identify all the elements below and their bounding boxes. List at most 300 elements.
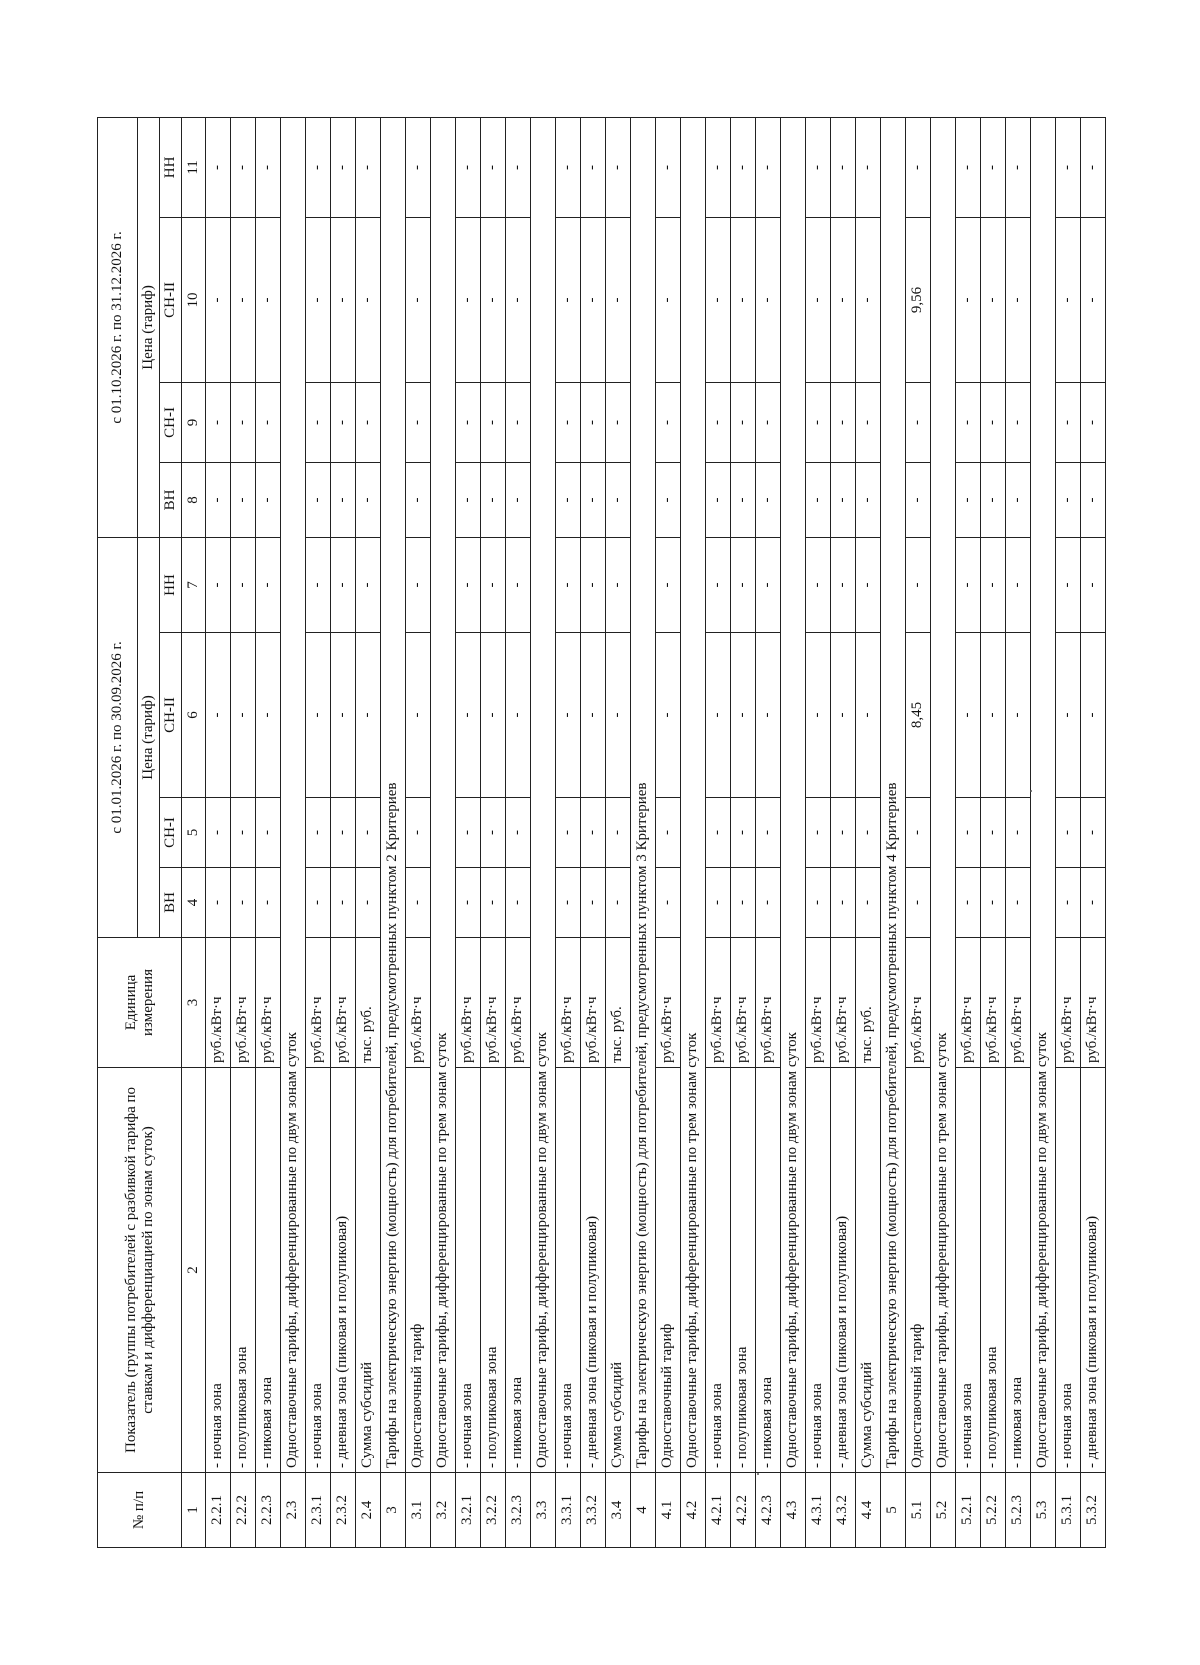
section-title: Одноставочные тарифы, дифференцированные по трем зонам суток xyxy=(681,117,706,1472)
tariff-value: - xyxy=(1081,868,1106,938)
section-title: Одноставочные тарифы, дифференцированные по трем зонам суток xyxy=(431,117,456,1472)
tariff-value: - xyxy=(331,462,356,537)
tariff-value: - xyxy=(256,382,281,462)
tariff-value: - xyxy=(556,868,581,938)
tariff-value: - xyxy=(581,117,606,217)
row-number: 3.4 xyxy=(606,1473,631,1548)
tariff-value: - xyxy=(406,798,431,868)
tariff-value: - xyxy=(731,868,756,938)
tariff-value: - xyxy=(231,868,256,938)
section-title: Одноставочные тарифы, дифференцированные по трем зонам суток xyxy=(931,117,956,1472)
row-number: 3.1 xyxy=(406,1473,431,1548)
tariff-value: - xyxy=(506,382,531,462)
tariff-value: - xyxy=(806,868,831,938)
row-unit: руб./кВт·ч xyxy=(306,938,331,1068)
tariff-value: - xyxy=(256,462,281,537)
tariff-value: - xyxy=(306,537,331,632)
table-row xyxy=(956,117,981,1547)
tariff-value: - xyxy=(1006,462,1031,537)
tariff-value: 9,56 xyxy=(906,217,931,382)
tariff-value: - xyxy=(906,462,931,537)
tariff-value: - xyxy=(606,633,631,798)
row-unit: руб./кВт·ч xyxy=(956,938,981,1068)
tariff-value: - xyxy=(731,798,756,868)
row-number: 4.4 xyxy=(856,1473,881,1548)
row-label: Сумма субсидий xyxy=(606,1068,631,1473)
row-unit: руб./кВт·ч xyxy=(981,938,1006,1068)
section-title: Одноставочные тарифы, дифференцированные по двум зонам суток xyxy=(781,117,806,1472)
tariff-value: - xyxy=(556,537,581,632)
row-unit: руб./кВт·ч xyxy=(806,938,831,1068)
tariff-value: - xyxy=(356,117,381,217)
row-number: 5.3.1 xyxy=(1056,1473,1081,1548)
table-row xyxy=(506,117,531,1547)
row-number: 5.2 xyxy=(931,1473,956,1548)
tariff-value: - xyxy=(981,868,1006,938)
header-level: СН-I xyxy=(160,798,182,868)
section-title: Одноставочные тарифы, дифференцированные по двум зонам суток xyxy=(531,117,556,1472)
header-period-2: с 01.10.2026 г. по 31.12.2026 г. xyxy=(98,117,138,537)
tariff-value: - xyxy=(1056,633,1081,798)
tariff-value: - xyxy=(306,633,331,798)
tariff-value: - xyxy=(706,537,731,632)
tariff-value: - xyxy=(206,117,231,217)
tariff-value: - xyxy=(581,868,606,938)
tariff-value: - xyxy=(1006,382,1031,462)
scan-speck xyxy=(757,1473,759,1475)
tariff-value: - xyxy=(581,217,606,382)
tariff-value: - xyxy=(406,633,431,798)
header-level: ВН xyxy=(160,462,182,537)
column-number: 11 xyxy=(182,117,206,217)
row-number: 4.3.1 xyxy=(806,1473,831,1548)
row-number: 4.3.2 xyxy=(831,1473,856,1548)
row-label: - пиковая зона xyxy=(506,1068,531,1473)
tariff-value: - xyxy=(981,217,1006,382)
row-number: 2.2.3 xyxy=(256,1473,281,1548)
row-label: - ночная зона xyxy=(206,1068,231,1473)
tariff-value: - xyxy=(806,217,831,382)
section-row xyxy=(781,117,806,1547)
tariff-value: - xyxy=(481,217,506,382)
tariff-value: - xyxy=(806,633,831,798)
table-row xyxy=(856,117,881,1547)
tariff-value: - xyxy=(256,217,281,382)
tariff-value: - xyxy=(731,462,756,537)
row-number: 2.2.2 xyxy=(231,1473,256,1548)
row-number: 4.3 xyxy=(781,1473,806,1548)
tariff-value: - xyxy=(206,798,231,868)
section-row xyxy=(631,117,656,1547)
tariff-value: - xyxy=(706,382,731,462)
column-number: 2 xyxy=(182,1068,206,1473)
tariff-value: - xyxy=(481,117,506,217)
header-period-1: с 01.01.2026 г. по 30.09.2026 г. xyxy=(98,537,138,937)
tariff-value: - xyxy=(906,798,931,868)
header-price-2: Цена (тариф) xyxy=(138,117,160,537)
row-number: 3.3.1 xyxy=(556,1473,581,1548)
tariff-value: - xyxy=(731,117,756,217)
row-label: - ночная зона xyxy=(706,1068,731,1473)
section-row xyxy=(681,117,706,1547)
row-number: 3.2 xyxy=(431,1473,456,1548)
table-row xyxy=(706,117,731,1547)
tariff-value: - xyxy=(956,117,981,217)
tariff-value: - xyxy=(756,217,781,382)
tariff-value: - xyxy=(331,868,356,938)
row-label: - дневная зона (пиковая и полупиковая) xyxy=(581,1068,606,1473)
tariff-value: - xyxy=(656,117,681,217)
column-number: 7 xyxy=(182,537,206,632)
tariff-value: - xyxy=(706,798,731,868)
table-row xyxy=(906,117,931,1547)
tariff-value: - xyxy=(1056,462,1081,537)
row-label: - ночная зона xyxy=(1056,1068,1081,1473)
row-label: - пиковая зона xyxy=(1006,1068,1031,1473)
tariff-value: - xyxy=(981,117,1006,217)
tariff-value: - xyxy=(1081,462,1106,537)
tariff-value: - xyxy=(1081,217,1106,382)
tariff-value: - xyxy=(356,217,381,382)
tariff-value: - xyxy=(956,868,981,938)
table-row xyxy=(481,117,506,1547)
tariff-value: - xyxy=(656,798,681,868)
tariff-value: - xyxy=(606,868,631,938)
row-label: - пиковая зона xyxy=(256,1068,281,1473)
tariff-value: - xyxy=(481,382,506,462)
table-row xyxy=(1056,117,1081,1547)
tariff-value: - xyxy=(206,217,231,382)
row-unit: руб./кВт·ч xyxy=(656,938,681,1068)
tariff-value: - xyxy=(606,382,631,462)
tariff-value: - xyxy=(856,537,881,632)
tariff-value: - xyxy=(506,537,531,632)
column-number: 9 xyxy=(182,382,206,462)
tariff-value: - xyxy=(831,537,856,632)
row-number: 3 xyxy=(381,1473,406,1548)
row-unit: руб./кВт·ч xyxy=(756,938,781,1068)
column-number: 10 xyxy=(182,217,206,382)
tariff-value: - xyxy=(556,117,581,217)
tariff-value: - xyxy=(1056,537,1081,632)
row-number: 2.3.2 xyxy=(331,1473,356,1548)
tariff-value: - xyxy=(956,633,981,798)
tariff-value: - xyxy=(956,382,981,462)
tariff-value: - xyxy=(606,798,631,868)
tariff-value: - xyxy=(481,462,506,537)
tariff-value: - xyxy=(806,798,831,868)
row-label: - дневная зона (пиковая и полупиковая) xyxy=(1081,1068,1106,1473)
row-unit: руб./кВт·ч xyxy=(731,938,756,1068)
tariff-value: - xyxy=(406,117,431,217)
row-number: 4.1 xyxy=(656,1473,681,1548)
row-number: 3.3.2 xyxy=(581,1473,606,1548)
tariff-value: - xyxy=(656,382,681,462)
tariff-value: - xyxy=(1006,117,1031,217)
tariff-value: - xyxy=(831,868,856,938)
tariff-value: - xyxy=(206,633,231,798)
row-unit: руб./кВт·ч xyxy=(206,938,231,1068)
column-number: 3 xyxy=(182,938,206,1068)
row-number: 4.2.3 xyxy=(756,1473,781,1548)
tariff-value: - xyxy=(456,798,481,868)
row-unit: тыс. руб. xyxy=(606,938,631,1068)
tariff-value: - xyxy=(206,382,231,462)
scan-speck xyxy=(1030,790,1032,792)
tariff-value: - xyxy=(356,798,381,868)
table-row xyxy=(756,117,781,1547)
tariff-value: - xyxy=(981,633,1006,798)
tariff-value: - xyxy=(856,868,881,938)
column-number: 1 xyxy=(182,1473,206,1548)
tariff-value: - xyxy=(656,633,681,798)
section-title: Одноставочные тарифы, дифференцированные по двум зонам суток xyxy=(281,117,306,1472)
tariff-value: - xyxy=(306,117,331,217)
table-row xyxy=(206,117,231,1547)
table-row xyxy=(806,117,831,1547)
tariff-value: - xyxy=(356,633,381,798)
row-label: Сумма субсидий xyxy=(856,1068,881,1473)
tariff-value: - xyxy=(956,798,981,868)
row-unit: руб./кВт·ч xyxy=(1081,938,1106,1068)
tariff-value: - xyxy=(956,462,981,537)
table-row xyxy=(656,117,681,1547)
tariff-value: - xyxy=(231,462,256,537)
row-number: 5.3.2 xyxy=(1081,1473,1106,1548)
tariff-value: - xyxy=(456,382,481,462)
section-row xyxy=(431,117,456,1547)
tariff-value: - xyxy=(331,798,356,868)
tariff-value: - xyxy=(231,117,256,217)
tariff-value: - xyxy=(831,217,856,382)
tariff-value: - xyxy=(1056,798,1081,868)
tariff-value: - xyxy=(606,537,631,632)
tariff-value: - xyxy=(731,537,756,632)
row-number: 5.2.3 xyxy=(1006,1473,1031,1548)
column-number: 4 xyxy=(182,868,206,938)
tariff-value: - xyxy=(806,462,831,537)
tariff-value: - xyxy=(806,537,831,632)
tariff-value: - xyxy=(1056,868,1081,938)
tariff-value: - xyxy=(806,117,831,217)
tariff-value: - xyxy=(956,537,981,632)
tariff-value: - xyxy=(556,382,581,462)
tariff-value: - xyxy=(1081,382,1106,462)
tariff-value: - xyxy=(256,633,281,798)
tariff-value: - xyxy=(231,798,256,868)
column-number: 6 xyxy=(182,633,206,798)
row-label: Одноставочный тариф xyxy=(406,1068,431,1473)
tariff-value: - xyxy=(706,868,731,938)
table-row xyxy=(456,117,481,1547)
section-title: Тарифы на электрическую энергию (мощность) для потребителей, предусмотренных пунктом 3 Критериев xyxy=(631,117,656,1472)
tariff-value: - xyxy=(856,117,881,217)
tariff-value: - xyxy=(1081,537,1106,632)
table-row xyxy=(606,117,631,1547)
tariff-value: - xyxy=(506,117,531,217)
table-row xyxy=(1081,117,1106,1547)
tariff-value: - xyxy=(731,382,756,462)
tariff-value: - xyxy=(1006,633,1031,798)
tariff-value: - xyxy=(606,117,631,217)
header-level: СН-II xyxy=(160,633,182,798)
row-label: - ночная зона xyxy=(556,1068,581,1473)
tariff-value: - xyxy=(981,462,1006,537)
tariff-value: - xyxy=(831,633,856,798)
tariff-value: - xyxy=(356,462,381,537)
rotated-table-container xyxy=(97,118,1101,1548)
row-number: 2.3 xyxy=(281,1473,306,1548)
row-label: Сумма субсидий xyxy=(356,1068,381,1473)
row-number: 4.2 xyxy=(681,1473,706,1548)
tariff-value: - xyxy=(831,462,856,537)
section-title: Одноставочные тарифы, дифференцированные по двум зонам суток xyxy=(1031,117,1056,1472)
tariff-value: - xyxy=(606,462,631,537)
header-unit: Единица измерения xyxy=(98,938,182,1068)
tariff-value: - xyxy=(256,798,281,868)
table-row xyxy=(981,117,1006,1547)
tariff-value: - xyxy=(906,117,931,217)
row-unit: руб./кВт·ч xyxy=(481,938,506,1068)
tariff-value: - xyxy=(306,382,331,462)
row-label: - полупиковая зона xyxy=(731,1068,756,1473)
tariff-value: - xyxy=(331,537,356,632)
tariff-value: - xyxy=(306,868,331,938)
row-label: - ночная зона xyxy=(956,1068,981,1473)
tariff-value: 8,45 xyxy=(906,633,931,798)
tariff-value: - xyxy=(456,117,481,217)
tariff-value: - xyxy=(231,633,256,798)
tariff-value: - xyxy=(756,382,781,462)
section-row xyxy=(1031,117,1056,1547)
row-unit: руб./кВт·ч xyxy=(581,938,606,1068)
row-label: - ночная зона xyxy=(456,1068,481,1473)
tariff-value: - xyxy=(856,798,881,868)
tariff-value: - xyxy=(556,798,581,868)
row-label: - полупиковая зона xyxy=(231,1068,256,1473)
tariff-value: - xyxy=(406,217,431,382)
tariff-value: - xyxy=(256,868,281,938)
tariff-value: - xyxy=(481,798,506,868)
tariff-value: - xyxy=(331,382,356,462)
tariff-value: - xyxy=(581,798,606,868)
tariff-value: - xyxy=(1081,633,1106,798)
tariff-value: - xyxy=(306,798,331,868)
row-unit: руб./кВт·ч xyxy=(1056,938,1081,1068)
row-unit: руб./кВт·ч xyxy=(256,938,281,1068)
tariff-value: - xyxy=(656,537,681,632)
tariff-value: - xyxy=(706,217,731,382)
tariff-value: - xyxy=(406,537,431,632)
tariff-value: - xyxy=(981,537,1006,632)
section-row xyxy=(281,117,306,1547)
tariff-value: - xyxy=(481,868,506,938)
tariff-value: - xyxy=(206,868,231,938)
tariff-value: - xyxy=(506,868,531,938)
tariff-value: - xyxy=(406,382,431,462)
row-unit: руб./кВт·ч xyxy=(331,938,356,1068)
row-unit: руб./кВт·ч xyxy=(231,938,256,1068)
table-row xyxy=(406,117,431,1547)
tariff-value: - xyxy=(206,462,231,537)
row-number: 2.2.1 xyxy=(206,1473,231,1548)
tariff-value: - xyxy=(756,633,781,798)
tariff-value: - xyxy=(756,798,781,868)
tariff-value: - xyxy=(556,462,581,537)
row-number: 3.2.2 xyxy=(481,1473,506,1548)
column-number: 5 xyxy=(182,798,206,868)
row-unit: тыс. руб. xyxy=(856,938,881,1068)
tariff-value: - xyxy=(706,462,731,537)
table-row xyxy=(581,117,606,1547)
tariff-value: - xyxy=(806,382,831,462)
tariff-value: - xyxy=(556,633,581,798)
tariff-value: - xyxy=(231,537,256,632)
tariff-value: - xyxy=(481,537,506,632)
row-label: - полупиковая зона xyxy=(981,1068,1006,1473)
row-label: - ночная зона xyxy=(806,1068,831,1473)
tariff-value: - xyxy=(1081,798,1106,868)
tariff-value: - xyxy=(331,217,356,382)
row-number: 5.1 xyxy=(906,1473,931,1548)
header-level: НН xyxy=(160,537,182,632)
tariff-value: - xyxy=(331,633,356,798)
tariff-value: - xyxy=(356,868,381,938)
tariff-value: - xyxy=(456,868,481,938)
tariff-value: - xyxy=(306,462,331,537)
row-label: - пиковая зона xyxy=(756,1068,781,1473)
section-title: Тарифы на электрическую энергию (мощность) для потребителей, предусмотренных пунктом 2 Критериев xyxy=(381,117,406,1472)
tariff-value: - xyxy=(756,537,781,632)
table-row xyxy=(831,117,856,1547)
row-number: 3.3 xyxy=(531,1473,556,1548)
row-unit: руб./кВт·ч xyxy=(706,938,731,1068)
tariff-value: - xyxy=(831,798,856,868)
tariff-value: - xyxy=(656,462,681,537)
row-number: 2.4 xyxy=(356,1473,381,1548)
header-indicator: Показатель (группы потребителей с разбивкой тарифа по ставкам и дифференциацией по зонам суток) xyxy=(98,1068,182,1473)
table-row xyxy=(731,117,756,1547)
table-row xyxy=(256,117,281,1547)
tariff-value: - xyxy=(1056,117,1081,217)
header-level: НН xyxy=(160,117,182,217)
table-row xyxy=(356,117,381,1547)
row-label: - ночная зона xyxy=(306,1068,331,1473)
tariff-value: - xyxy=(506,798,531,868)
row-unit: руб./кВт·ч xyxy=(1006,938,1031,1068)
row-number: 5.3 xyxy=(1031,1473,1056,1548)
tariff-value: - xyxy=(706,633,731,798)
row-number: 5.2.2 xyxy=(981,1473,1006,1548)
tariff-value: - xyxy=(856,217,881,382)
tariff-value: - xyxy=(756,868,781,938)
header-level: ВН xyxy=(160,868,182,938)
tariff-value: - xyxy=(481,633,506,798)
table-body xyxy=(98,117,1106,1547)
tariff-value: - xyxy=(331,117,356,217)
table-row xyxy=(231,117,256,1547)
row-number: 4 xyxy=(631,1473,656,1548)
tariff-value: - xyxy=(956,217,981,382)
tariff-value: - xyxy=(756,462,781,537)
header-price-1: Цена (тариф) xyxy=(138,537,160,937)
tariff-value: - xyxy=(1006,537,1031,632)
tariff-value: - xyxy=(1081,117,1106,217)
tariff-value: - xyxy=(1006,798,1031,868)
tariff-value: - xyxy=(906,537,931,632)
tariff-value: - xyxy=(656,868,681,938)
section-row xyxy=(531,117,556,1547)
